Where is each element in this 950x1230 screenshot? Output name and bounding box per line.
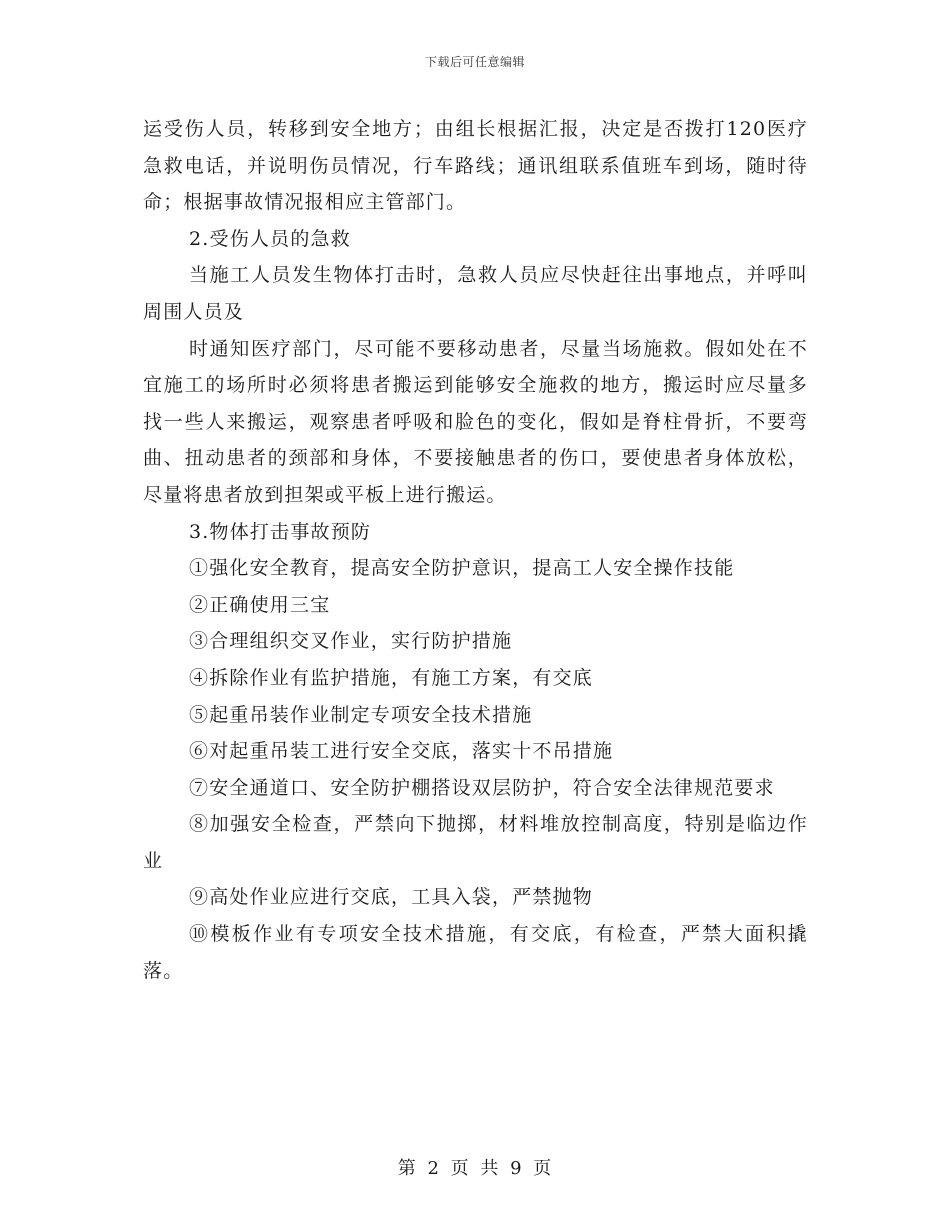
list-item: ⑩模板作业有专项安全技术措施，有交底，有检查，严禁大面积撬落。 xyxy=(143,923,808,982)
list-item: ⑤起重吊装作业制定专项安全技术措施 xyxy=(189,703,533,726)
document-body xyxy=(143,111,808,989)
list-item: ⑨高处作业应进行交底，工具入袋，严禁抛物 xyxy=(189,886,594,909)
section-heading-first-aid: 2.受伤人员的急救 xyxy=(189,227,351,250)
list-item: ⑦安全通道口、安全防护棚搭设双层防护，符合安全法律规范要求 xyxy=(189,776,775,799)
list-item: ⑧加强安全检查，严禁向下抛掷，材料堆放控制高度，特别是临边作业 xyxy=(143,813,808,872)
list-item: ④拆除作业有监护措施，有施工方案，有交底 xyxy=(189,666,594,689)
page-header: 下载后可任意编辑 xyxy=(424,55,525,69)
list-item: ⑥对起重吊装工进行安全交底，落实十不吊措施 xyxy=(189,740,614,763)
paragraph-first-aid-detail: 时通知医疗部门，尽可能不要移动患者，尽量当场施救。假如处在不宜施工的场所时必须将患者搬运到能够安全施救的地方，搬运时应尽量多找一些人来搬运，观察患者呼吸和脸色的变化，假如是脊柱骨折，不要弯曲、扭动患者的颈部和身体，不要接触患者的伤口，要使患者身体放松，尽量将患者放到担架或平板上进行搬运。 xyxy=(143,337,808,506)
paragraph-continuation: 运受伤人员，转移到安全地方；由组长根据汇报，决定是否拨打120医疗急救电话，并说明伤员情况，行车路线；通讯组联系值班车到场，随时待命；根据事故情况报相应主管部门。 xyxy=(143,118,808,214)
page-number: 第 2 页 共 9 页 xyxy=(397,1158,553,1179)
list-item: ③合理组织交叉作业，实行防护措施 xyxy=(189,630,513,653)
paragraph-first-aid-intro: 当施工人员发生物体打击时，急救人员应尽快赶往出事地点，并呼叫周围人员及 xyxy=(143,264,808,323)
list-item: ②正确使用三宝 xyxy=(189,593,331,616)
section-heading-prevention: 3.物体打击事故预防 xyxy=(189,520,372,543)
list-item: ①强化安全教育，提高安全防护意识，提高工人安全操作技能 xyxy=(189,557,735,580)
